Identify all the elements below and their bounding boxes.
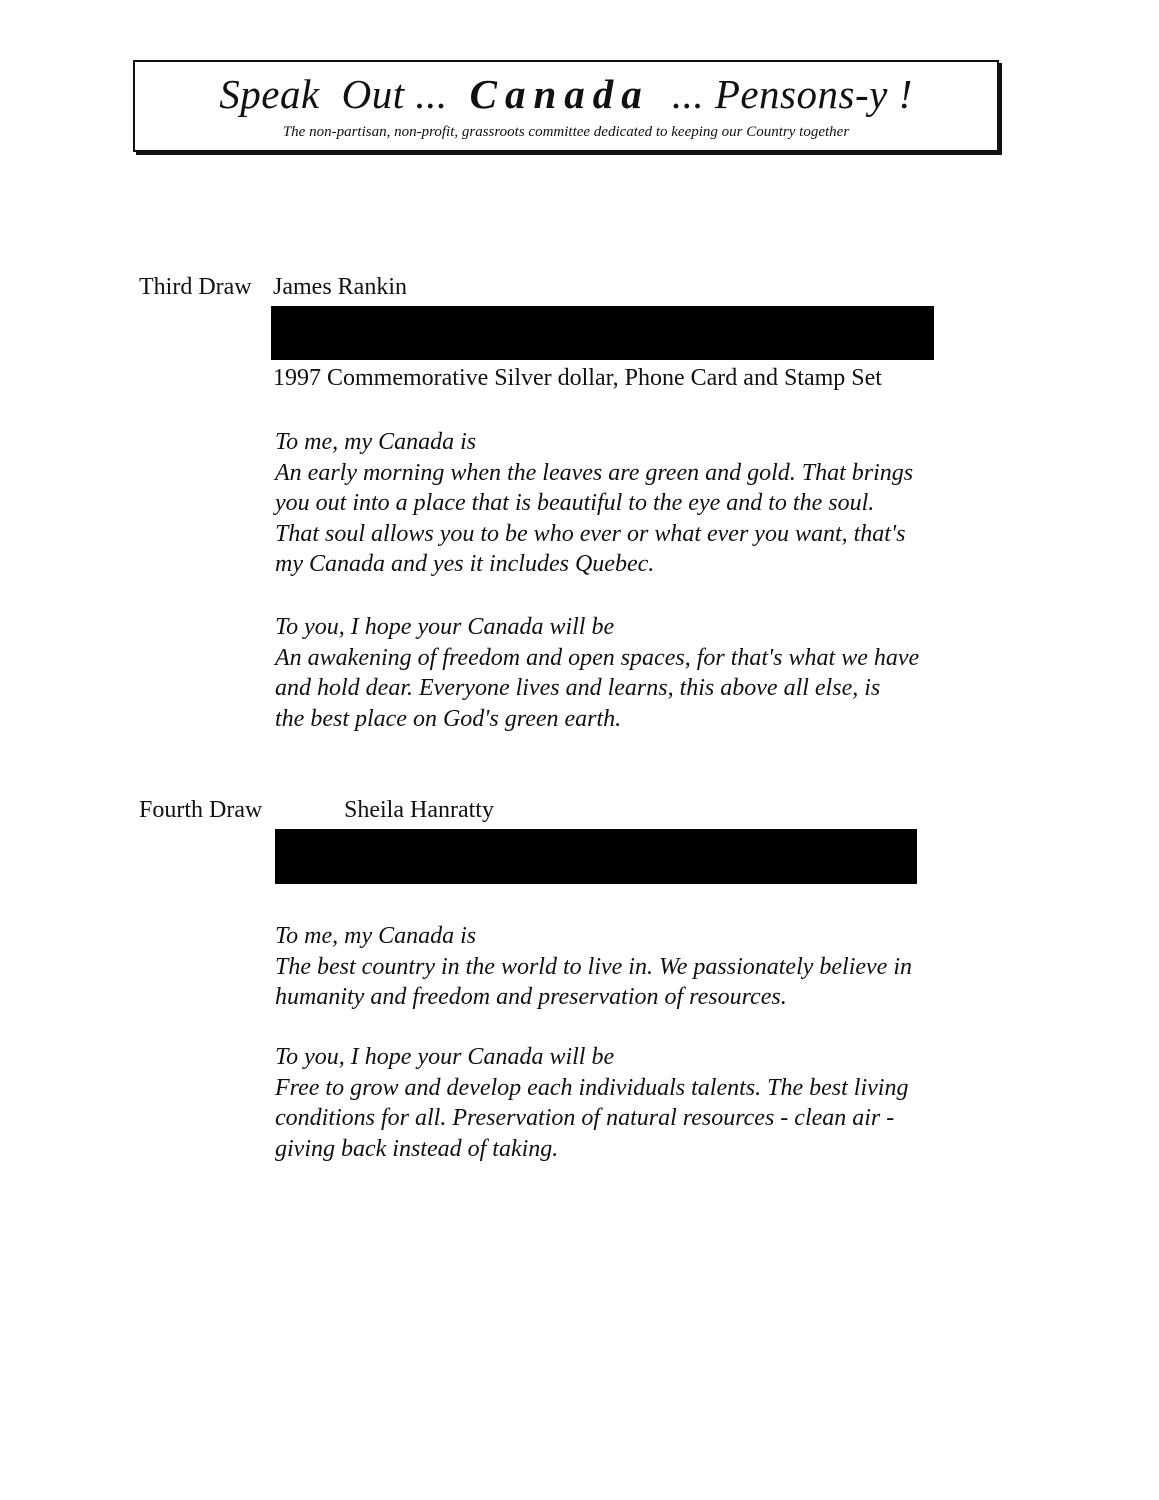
header-banner <box>133 60 999 152</box>
essay-line: That soul allows you to be who ever or what ever you want, that's <box>275 520 906 547</box>
essay-line: humanity and freedom and preservation of resources. <box>275 984 787 1010</box>
essay-line: you out into a place that is beautiful to the eye and to the soul. <box>275 490 875 516</box>
essay-line: conditions for all. Preservation of natural resources - clean air - <box>275 1105 895 1131</box>
essay-heading: To me, my Canada is <box>275 429 477 455</box>
essay-line: An awakening of freedom and open spaces, for that's what we have <box>275 644 920 671</box>
fourth-draw-label: Fourth Draw <box>139 797 263 823</box>
header-subtitle: The non-partisan, non-profit, grassroots committee dedicated to keeping our Country together <box>282 124 850 140</box>
redaction-block <box>275 829 917 884</box>
essay-heading: To me, my Canada is <box>275 923 477 949</box>
third-draw-to-me <box>275 427 913 580</box>
third-draw-winner: James Rankin <box>273 274 407 300</box>
title-canada: Canada <box>469 71 650 117</box>
redaction-block <box>271 306 934 360</box>
fourth-draw-to-me <box>275 921 912 1013</box>
title-out: Out ... <box>341 71 448 117</box>
essay-line: the best place on God's green earth. <box>275 705 622 732</box>
title-pensons: ... Pensons-y ! <box>671 71 913 117</box>
fourth-draw-to-you <box>275 1042 908 1164</box>
essay-line: and hold dear. Everyone lives and learns, this above all else, is <box>275 675 881 701</box>
essay-line: giving back instead of taking. <box>275 1135 559 1162</box>
third-draw-prize: 1997 Commemorative Silver dollar, Phone Card and Stamp Set <box>273 365 882 391</box>
essay-heading: To you, I hope your Canada will be <box>275 1044 615 1070</box>
essay-line: Free to grow and develop each individuals talents. The best living <box>275 1074 909 1101</box>
fourth-draw-winner: Sheila Hanratty <box>344 797 494 823</box>
title-speak: Speak <box>219 71 320 117</box>
essay-heading: To you, I hope your Canada will be <box>275 614 615 640</box>
third-draw-to-you <box>275 612 919 734</box>
essay-line: my Canada and yes it includes Quebec. <box>275 551 655 577</box>
header-title <box>135 70 997 118</box>
essay-line: An early morning when the leaves are green and gold. That brings <box>275 459 914 486</box>
third-draw-label: Third Draw <box>139 274 252 300</box>
essay-line: The best country in the world to live in. We passionately believe in <box>275 953 912 980</box>
